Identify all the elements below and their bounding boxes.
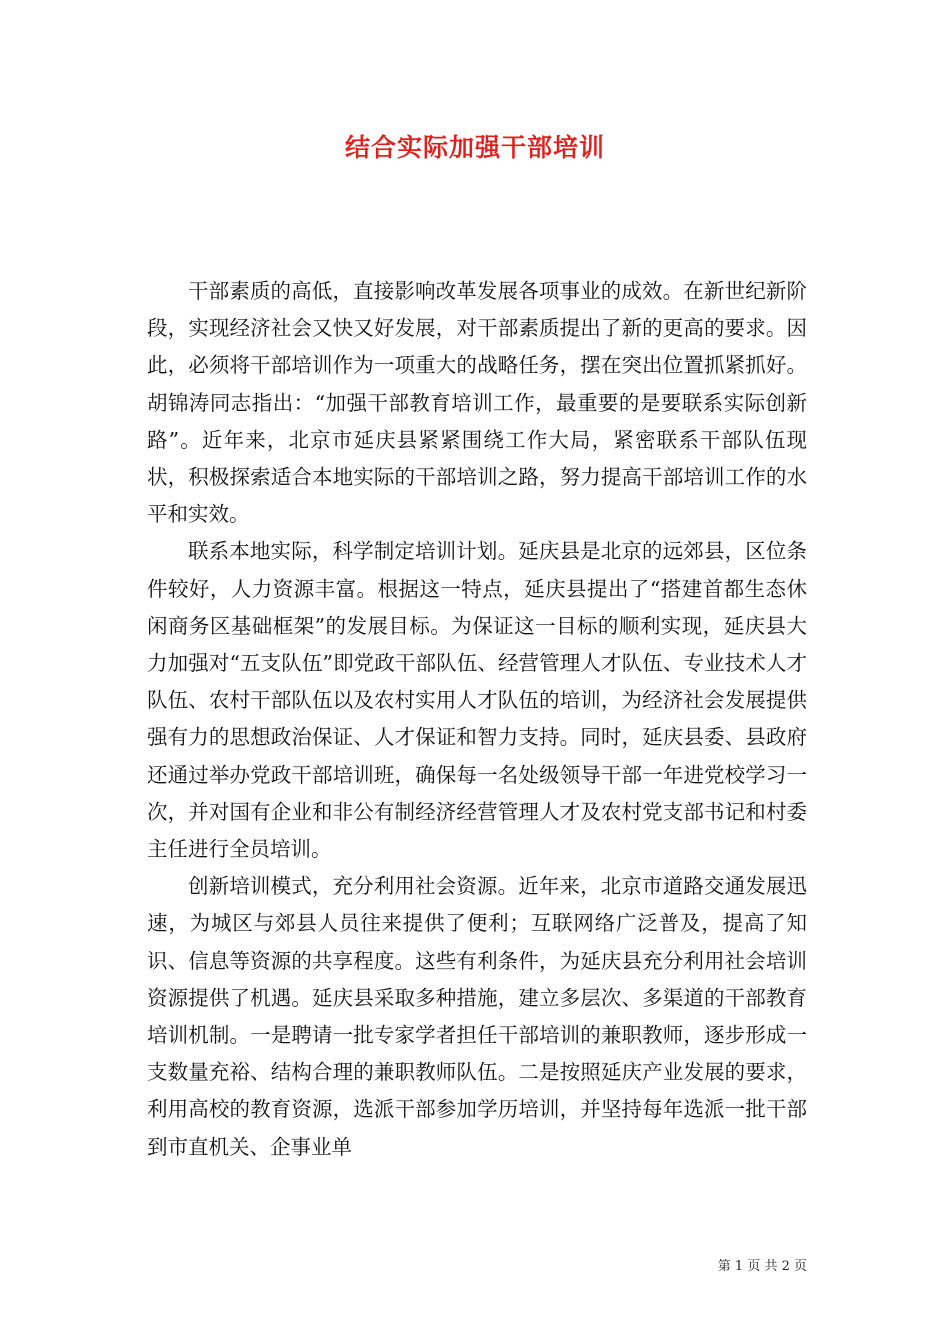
page-number-footer: 第 1 页 共 2 页 [717,1259,807,1274]
paragraph-3: 创新培训模式，充分利用社会资源。近年来，北京市道路交通发展迅速，为城区与郊县人员往来提供了便利；互联网络广泛普及，提高了知识、信息等资源的共享程度。这些有利条件，为延庆县充分利用社会培训资源提供了机遇。延庆县采取多种措施，建立多层次、多渠道的干部教育培训机制。一是聘请一批专家学者担任干部培训的兼职教师，逐步形成一支数量充裕、结构合理的兼职教师队伍。二是按照延庆产业发展的要求，利用高校的教育资源，选派干部参加学历培训，并坚持每年选派一批干部到市直机关、企事业单 [147,874,807,1159]
document-title: 结合实际加强干部培训 [344,133,605,162]
document-body [147,273,807,1166]
paragraph-1: 干部素质的高低，直接影响改革发展各项事业的成效。在新世纪新阶段，实现经济社会又快又好发展，对干部素质提出了新的更高的要求。因此，必须将干部培训作为一项重大的战略任务，摆在突出位置抓紧抓好。胡锦涛同志指出：“加强干部教育培训工作，最重要的是要联系实际创新路”。近年来，北京市延庆县紧紧围绕工作大局，紧密联系干部队伍现状，积极探索适合本地实际的干部培训之路，努力提高干部培训工作的水平和实效。 [147,279,807,527]
paragraph-2: 联系本地实际，科学制定培训计划。延庆县是北京的远郊县，区位条件较好，人力资源丰富。根据这一特点，延庆县提出了“搭建首都生态休闲商务区基础框架”的发展目标。为保证这一目标的顺利实现，延庆县大力加强对“五支队伍”即党政干部队伍、经营管理人才队伍、专业技术人才队伍、农村干部队伍以及农村实用人才队伍的培训，为经济社会发展提供强有力的思想政治保证、人才保证和智力支持。同时，延庆县委、县政府还通过举办党政干部培训班，确保每一名处级领导干部一年进党校学习一次，并对国有企业和非公有制经济经营管理人才及农村党支部书记和村委主任进行全员培训。 [147,539,807,862]
